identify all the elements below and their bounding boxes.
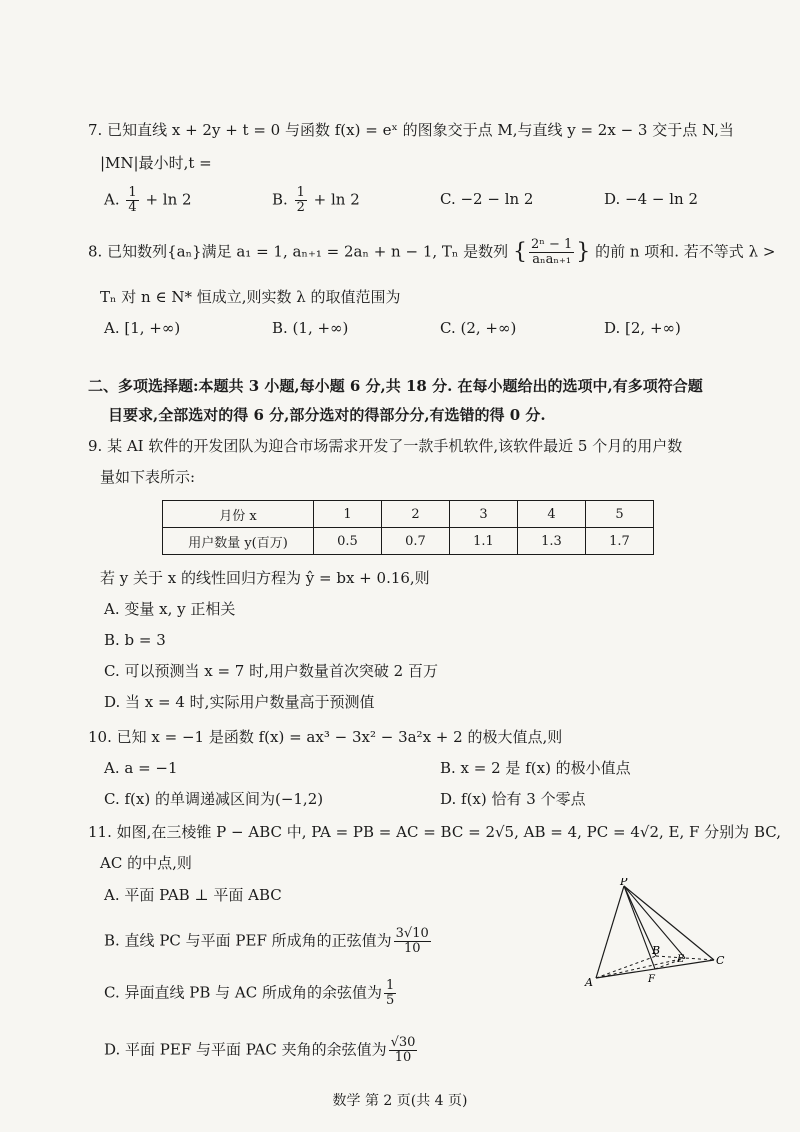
q9-line2: 量如下表所示: bbox=[100, 468, 196, 486]
q7-option-b-fraction: $\frac{1}{2}$ bbox=[296, 185, 305, 215]
q10-option-d: D. f(x) 恰有 3 个零点 bbox=[440, 790, 586, 808]
q9-option-d: D. 当 x = 4 时,实际用户数量高于预测值 bbox=[104, 693, 375, 711]
q10-option-b: B. x = 2 是 f(x) 的极小值点 bbox=[440, 759, 631, 777]
table-cell: 0.5 bbox=[314, 528, 382, 555]
q10-line1: 10. 已知 x = −1 是函数 f(x) = ax³ − 3x² − 3a²x + 2 的极大值点,则 bbox=[88, 728, 563, 746]
section2-heading: 二、多项选择题:本题共 3 小题,每小题 6 分,共 18 分. 在每小题给出的选项中,有多项符合题 bbox=[88, 377, 703, 395]
q11-option-d: D. 平面 PEF 与平面 PAC 夹角的余弦值为 $\frac{√30}{10}$ bbox=[104, 1035, 416, 1065]
q7-option-b: B. $\frac{1}{2}$ + ln 2 bbox=[272, 185, 360, 215]
label-e: E bbox=[677, 954, 685, 965]
q8-option-d: D. [2, +∞) bbox=[604, 319, 681, 337]
q9-option-b: B. b = 3 bbox=[104, 631, 166, 649]
q9-line1: 9. 某 AI 软件的开发团队为迎合市场需求开发了一款手机软件,该软件最近 5 个月的用户数 bbox=[88, 437, 683, 455]
section2-heading-cont: 目要求,全部选对的得 6 分,部分选对的得部分分,有选错的得 0 分. bbox=[108, 406, 546, 424]
q11-option-b-fraction: $\frac{3√10}{10}$ bbox=[395, 926, 429, 956]
q8-option-c: C. (2, +∞) bbox=[440, 319, 517, 337]
page-footer: 数学 第 2 页(共 4 页) bbox=[332, 1093, 468, 1109]
edge-pa bbox=[596, 886, 624, 978]
q7-option-d: D. −4 − ln 2 bbox=[604, 190, 699, 208]
q11-line2: AC 的中点,则 bbox=[100, 854, 192, 872]
q8-line1: 8. 已知数列{aₙ}满足 a₁ = 1, aₙ₊₁ = 2aₙ + n − 1, Tₙ 是数列 { $\frac{\text{2ⁿ − 1}}{\text{aₙaₙ₊₁}}$ } 的前 n 项和. 若不等式 λ > bbox=[88, 237, 776, 267]
edge-ab bbox=[596, 956, 656, 978]
q11-line1: 11. 如图,在三棱锥 P − ABC 中, PA = PB = AC = BC = 2√5, AB = 4, PC = 4√2, E, F 分别为 BC, bbox=[88, 823, 781, 841]
user-count-table bbox=[162, 500, 654, 555]
q11-option-d-fraction: $\frac{√30}{10}$ bbox=[390, 1035, 416, 1065]
q10-option-c: C. f(x) 的单调递减区间为(−1,2) bbox=[104, 790, 324, 808]
table-cell: 1.7 bbox=[586, 528, 654, 555]
q9-option-a: A. 变量 x, y 正相关 bbox=[104, 600, 236, 618]
table-row-month bbox=[163, 501, 654, 528]
q8-option-b: B. (1, +∞) bbox=[272, 319, 349, 337]
q9-option-c: C. 可以预测当 x = 7 时,用户数量首次突破 2 百万 bbox=[104, 662, 438, 680]
label-f: F bbox=[648, 974, 655, 985]
q11-option-c: C. 异面直线 PB 与 AC 所成角的余弦值为 $\frac{1}{5}$ bbox=[104, 978, 395, 1008]
label-b: B bbox=[652, 944, 661, 957]
label-p: P bbox=[620, 878, 628, 888]
table-cell: 1.3 bbox=[518, 528, 586, 555]
table-header-users: 用户数量 y(百万) bbox=[163, 528, 314, 555]
q8-line2: Tₙ 对 n ∈ N* 恒成立,则实数 λ 的取值范围为 bbox=[100, 288, 401, 306]
q9-stem: 若 y 关于 x 的线性回归方程为 ŷ = bx + 0.16,则 bbox=[100, 569, 430, 587]
q11-option-b: B. 直线 PC 与平面 PEF 所成角的正弦值为 $\frac{3√10}{10}$ bbox=[104, 926, 429, 956]
q11-option-c-fraction: $\frac{1}{5}$ bbox=[385, 978, 395, 1008]
q8-option-a: A. [1, +∞) bbox=[104, 319, 181, 337]
table-row-users bbox=[163, 528, 654, 555]
q7-line1: 7. 已知直线 x + 2y + t = 0 与函数 f(x) = eˣ 的图象交于点 M,与直线 y = 2x − 3 交于点 N,当 bbox=[88, 121, 734, 139]
label-a: A bbox=[585, 976, 593, 989]
q8-sequence-fraction: $\frac{\text{2ⁿ − 1}}{\text{aₙaₙ₊₁}}$ bbox=[530, 237, 573, 267]
table-cell: 3 bbox=[450, 501, 518, 528]
table-cell: 1.1 bbox=[450, 528, 518, 555]
q7-option-a-fraction: $\frac{1}{4}$ bbox=[128, 185, 137, 215]
q7-line2: |MN|最小时,t = bbox=[100, 154, 212, 172]
tetrahedron-figure bbox=[580, 878, 730, 993]
q7-option-c: C. −2 − ln 2 bbox=[440, 190, 534, 208]
table-cell: 4 bbox=[518, 501, 586, 528]
segment-ae bbox=[596, 958, 685, 978]
table-cell: 2 bbox=[382, 501, 450, 528]
table-cell: 0.7 bbox=[382, 528, 450, 555]
q7-option-a: A. $\frac{1}{4}$ + ln 2 bbox=[104, 185, 192, 215]
table-cell: 5 bbox=[586, 501, 654, 528]
label-c: C bbox=[716, 954, 725, 967]
table-cell: 1 bbox=[314, 501, 382, 528]
table-header-month: 月份 x bbox=[163, 501, 314, 528]
q11-option-a: A. 平面 PAB ⊥ 平面 ABC bbox=[104, 886, 282, 904]
q10-option-a: A. a = −1 bbox=[104, 759, 178, 777]
